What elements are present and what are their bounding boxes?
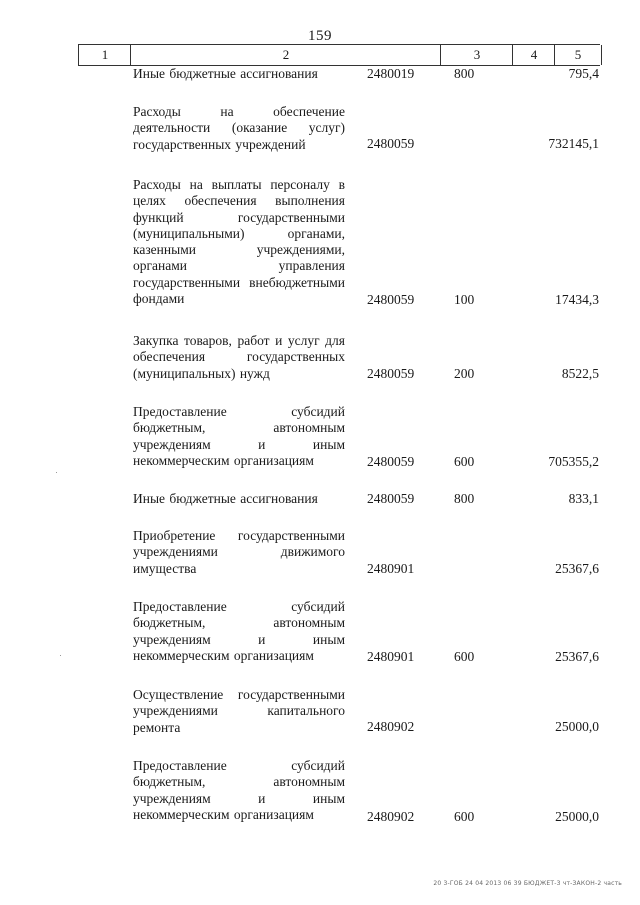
row-description: Иные бюджетные ассигнования — [133, 491, 318, 506]
row-description: Расходы на обеспечение деятельности (оказание услуг) государственных учреждений — [133, 104, 345, 152]
row-code: 2480059 — [367, 454, 415, 469]
row-type: 800 — [454, 66, 475, 81]
column-header-5: 5 — [554, 45, 602, 65]
row-code: 2480901 — [367, 649, 415, 664]
row-amount: 8522,5 — [561, 366, 599, 381]
column-header-3: 3 — [440, 45, 513, 65]
row-amount: 795,4 — [568, 66, 599, 81]
row-code: 2480902 — [367, 809, 415, 824]
column-header-1: 1 — [78, 45, 131, 65]
row-description: Предоставление субсидий бюджетным, автономным учреждениям и иным некоммерческим организациям — [133, 758, 345, 822]
row-amount: 25367,6 — [555, 649, 599, 664]
column-header-2: 2 — [130, 45, 441, 65]
row-code: 2480059 — [367, 491, 415, 506]
row-amount: 732145,1 — [548, 136, 599, 151]
row-amount: 25367,6 — [555, 561, 599, 576]
table-header — [78, 44, 600, 66]
page-number: 159 — [308, 28, 332, 44]
row-amount: 17434,3 — [555, 292, 599, 307]
row-description: Предоставление субсидий бюджетным, автономным учреждениям и иным некоммерческим организациям — [133, 599, 345, 663]
row-amount: 25000,0 — [555, 719, 599, 734]
row-type: 800 — [454, 491, 475, 506]
row-code: 2480901 — [367, 561, 415, 576]
row-description: Приобретение государственными учреждениями движимого имущества — [133, 528, 345, 576]
row-description: Расходы на выплаты персоналу в целях обеспечения выполнения функций государственными (муниципальными) органами, казенными учреждениями, органами управления государственными внебюджетными фондами — [133, 177, 345, 307]
row-type: 600 — [454, 809, 475, 824]
row-code: 2480019 — [367, 66, 415, 81]
row-type: 200 — [454, 366, 475, 381]
row-type: 600 — [454, 649, 475, 664]
row-type: 600 — [454, 454, 475, 469]
row-description: Иные бюджетные ассигнования — [133, 66, 318, 81]
row-code: 2480059 — [367, 136, 415, 151]
row-amount: 25000,0 — [555, 809, 599, 824]
scan-speck — [60, 655, 61, 656]
row-type: 100 — [454, 292, 475, 307]
row-code: 2480902 — [367, 719, 415, 734]
row-description: Предоставление субсидий бюджетным, автономным учреждениям и иным некоммерческим организациям — [133, 404, 345, 468]
row-description: Закупка товаров, работ и услуг для обеспечения государственных (муниципальных) нужд — [133, 333, 345, 381]
row-code: 2480059 — [367, 366, 415, 381]
row-description: Осуществление государственными учреждениями капитального ремонта — [133, 687, 345, 735]
row-code: 2480059 — [367, 292, 415, 307]
column-header-4: 4 — [512, 45, 555, 65]
document-footer: 20 3-ГОБ 24 04 2013 06 39 БЮДЖЕТ-3 чт-ЗАКОН-2 часть — [433, 880, 622, 887]
row-amount: 833,1 — [568, 491, 599, 506]
row-amount: 705355,2 — [548, 454, 599, 469]
scan-speck — [56, 472, 57, 473]
